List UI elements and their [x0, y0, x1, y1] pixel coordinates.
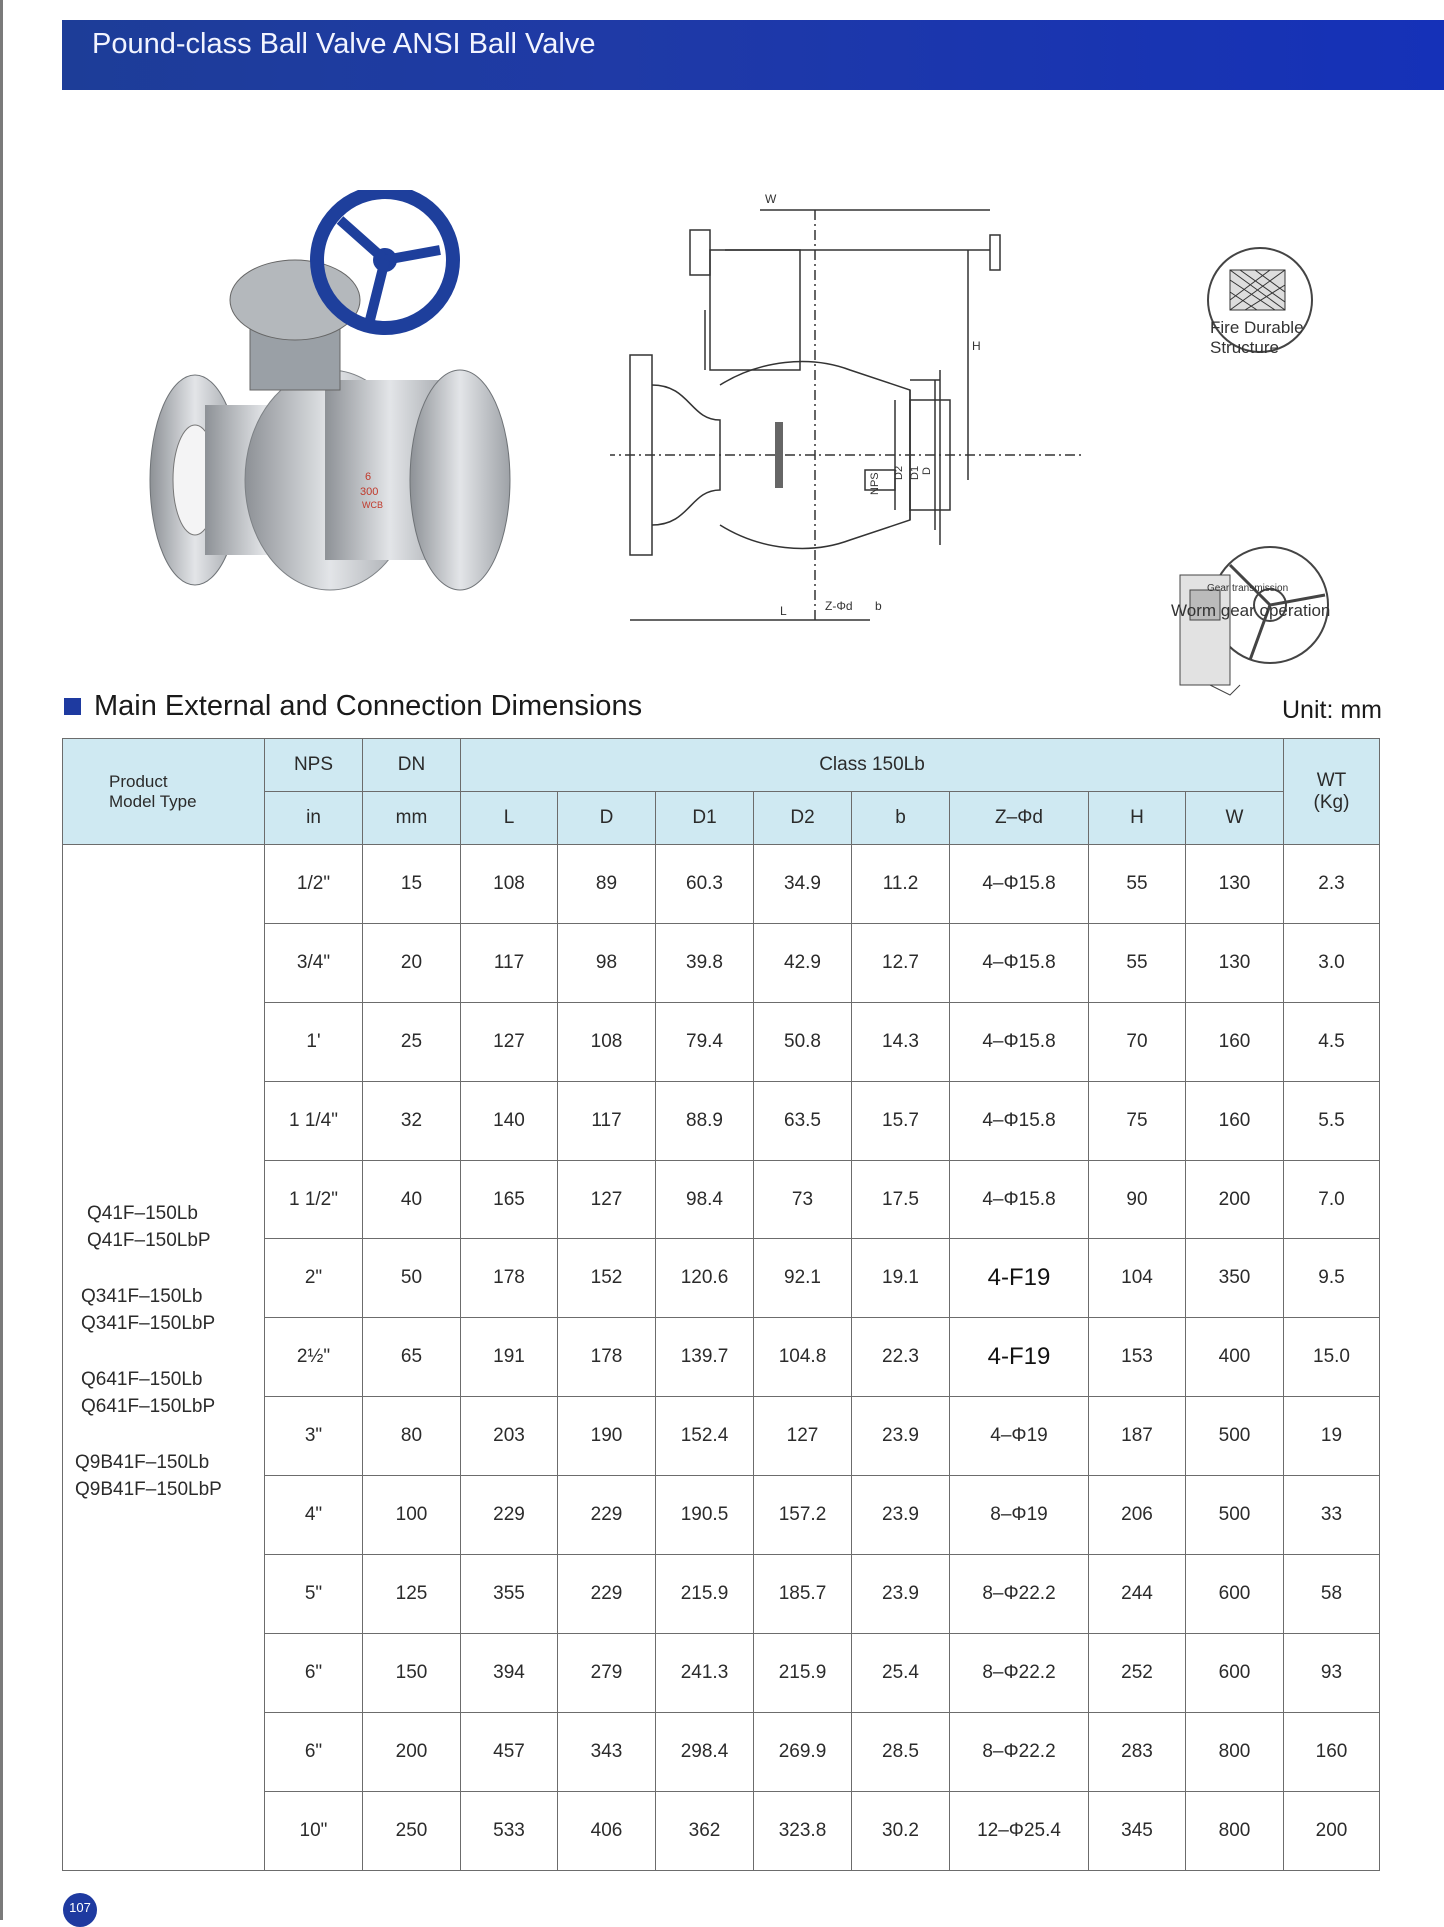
- cell-d2: 63.5: [754, 1081, 852, 1160]
- cell-d: 279: [558, 1633, 656, 1712]
- cell-b: 12.7: [852, 923, 950, 1002]
- dimensions-table: [62, 738, 1380, 1871]
- cell-l: 191: [461, 1318, 558, 1397]
- drawing-label-d1: D1: [909, 465, 921, 480]
- cell-d1: 98.4: [656, 1160, 754, 1239]
- cell-nps: 1 1/4": [265, 1081, 363, 1160]
- cell-b: 25.4: [852, 1633, 950, 1712]
- fire-durable-detail: [1185, 195, 1335, 415]
- table-body: [63, 845, 1380, 1871]
- cell-l: 203: [461, 1397, 558, 1476]
- cell-z-phid: 4–Φ15.8: [950, 845, 1089, 924]
- cell-dn: 250: [363, 1791, 461, 1870]
- cell-dn: 25: [363, 1002, 461, 1081]
- cell-dn: 50: [363, 1239, 461, 1318]
- cell-b: 22.3: [852, 1318, 950, 1397]
- cell-b: 23.9: [852, 1555, 950, 1634]
- cell-dn: 20: [363, 923, 461, 1002]
- cell-l: 457: [461, 1712, 558, 1791]
- photo-mark-1: 6: [365, 471, 372, 483]
- cell-l: 229: [461, 1476, 558, 1555]
- cell-h: 55: [1089, 923, 1186, 1002]
- page-title: Pound-class Ball Valve ANSI Ball Valve: [92, 28, 596, 60]
- cell-h: 187: [1089, 1397, 1186, 1476]
- cell-wt: 58: [1284, 1555, 1380, 1634]
- cell-d: 117: [558, 1081, 656, 1160]
- cell-nps: 1 1/2": [265, 1160, 363, 1239]
- cell-d: 229: [558, 1555, 656, 1634]
- header-col-b: b: [852, 792, 950, 845]
- model-group: [75, 1200, 222, 1254]
- header-col-z: Z–Φd: [950, 792, 1089, 845]
- cell-nps: 10": [265, 1791, 363, 1870]
- page-number-badge: 107: [63, 1893, 97, 1927]
- header-product-model: Product Model Type: [63, 739, 265, 845]
- header-dn-unit: mm: [363, 792, 461, 845]
- model-type: Q341F–150LbP: [81, 1313, 216, 1334]
- header-col-d1: D1: [656, 792, 754, 845]
- cell-wt: 7.0: [1284, 1160, 1380, 1239]
- cell-d: 98: [558, 923, 656, 1002]
- valve-photo: [140, 190, 540, 640]
- cell-l: 178: [461, 1239, 558, 1318]
- cell-wt: 200: [1284, 1791, 1380, 1870]
- cell-d2: 34.9: [754, 845, 852, 924]
- header-col-w: W: [1186, 792, 1284, 845]
- model-type: Q341F–150Lb: [81, 1286, 203, 1307]
- cell-l: 355: [461, 1555, 558, 1634]
- cell-w: 800: [1186, 1791, 1284, 1870]
- cell-wt: 33: [1284, 1476, 1380, 1555]
- cell-z-phid: 8–Φ22.2: [950, 1555, 1089, 1634]
- header-col-l: L: [461, 792, 558, 845]
- cell-l: 533: [461, 1791, 558, 1870]
- cell-d: 89: [558, 845, 656, 924]
- cell-w: 600: [1186, 1555, 1284, 1634]
- cell-wt: 2.3: [1284, 845, 1380, 924]
- cell-z-phid: 4–Φ15.8: [950, 923, 1089, 1002]
- cell-d2: 73: [754, 1160, 852, 1239]
- cell-d1: 120.6: [656, 1239, 754, 1318]
- cell-d: 178: [558, 1318, 656, 1397]
- cell-nps: 5": [265, 1555, 363, 1634]
- cell-b: 30.2: [852, 1791, 950, 1870]
- cell-d2: 50.8: [754, 1002, 852, 1081]
- cell-z-phid: 4–Φ19: [950, 1397, 1089, 1476]
- cell-d1: 88.9: [656, 1081, 754, 1160]
- cell-b: 11.2: [852, 845, 950, 924]
- cell-w: 130: [1186, 923, 1284, 1002]
- cell-w: 160: [1186, 1002, 1284, 1081]
- cell-nps: 6": [265, 1712, 363, 1791]
- gear-transmission-caption: Gear transmission: [1207, 583, 1289, 594]
- drawing-label-h: H: [972, 339, 981, 353]
- cell-b: 28.5: [852, 1712, 950, 1791]
- cell-d: 343: [558, 1712, 656, 1791]
- cell-h: 153: [1089, 1318, 1186, 1397]
- cell-z-phid: 8–Φ22.2: [950, 1633, 1089, 1712]
- cell-h: 345: [1089, 1791, 1186, 1870]
- cell-d: 108: [558, 1002, 656, 1081]
- section-header: [62, 690, 1382, 730]
- cell-h: 252: [1089, 1633, 1186, 1712]
- section-title: Main External and Connection Dimensions: [94, 690, 643, 722]
- cell-d2: 42.9: [754, 923, 852, 1002]
- cell-l: 394: [461, 1633, 558, 1712]
- cell-dn: 65: [363, 1318, 461, 1397]
- photo-mark-2: 300: [360, 486, 379, 498]
- header-dn: DN: [363, 739, 461, 792]
- cell-z-phid: 8–Φ22.2: [950, 1712, 1089, 1791]
- cell-nps: 2½": [265, 1318, 363, 1397]
- model-type: Q9B41F–150Lb: [75, 1452, 210, 1473]
- header-nps-unit: in: [265, 792, 363, 845]
- cell-z-phid: 4–Φ15.8: [950, 1160, 1089, 1239]
- unit-label: Unit: mm: [1282, 696, 1382, 724]
- drawing-label-d2: D2: [893, 465, 905, 480]
- model-type: Q41F–150LbP: [87, 1230, 211, 1251]
- cell-b: 23.9: [852, 1476, 950, 1555]
- technical-drawing: [610, 170, 1090, 650]
- cell-l: 165: [461, 1160, 558, 1239]
- cell-d1: 39.8: [656, 923, 754, 1002]
- model-type: Q641F–150LbP: [81, 1396, 216, 1417]
- cell-nps: 1': [265, 1002, 363, 1081]
- cell-l: 127: [461, 1002, 558, 1081]
- drawing-label-d: D: [921, 467, 933, 475]
- cell-d2: 157.2: [754, 1476, 852, 1555]
- cell-w: 500: [1186, 1397, 1284, 1476]
- cell-nps: 1/2": [265, 845, 363, 924]
- cell-nps: 2": [265, 1239, 363, 1318]
- header-wt: WT (Kg): [1284, 739, 1380, 845]
- cell-d: 229: [558, 1476, 656, 1555]
- cell-nps: 6": [265, 1633, 363, 1712]
- cell-dn: 150: [363, 1633, 461, 1712]
- drawing-label-w: W: [765, 192, 777, 206]
- cell-h: 70: [1089, 1002, 1186, 1081]
- drawing-label-b: b: [875, 599, 882, 613]
- cell-nps: 4": [265, 1476, 363, 1555]
- model-group: [75, 1283, 222, 1337]
- cell-d1: 215.9: [656, 1555, 754, 1634]
- cell-wt: 160: [1284, 1712, 1380, 1791]
- cell-w: 600: [1186, 1633, 1284, 1712]
- model-type: Q641F–150Lb: [81, 1369, 203, 1390]
- cell-wt: 19: [1284, 1397, 1380, 1476]
- cell-z-phid: 12–Φ25.4: [950, 1791, 1089, 1870]
- figure-area: [0, 110, 1444, 650]
- cell-d2: 185.7: [754, 1555, 852, 1634]
- cell-wt: 15.0: [1284, 1318, 1380, 1397]
- header-nps: NPS: [265, 739, 363, 792]
- cell-d1: 362: [656, 1791, 754, 1870]
- cell-z-phid: 4-F19: [950, 1239, 1089, 1318]
- cell-w: 200: [1186, 1160, 1284, 1239]
- cell-w: 500: [1186, 1476, 1284, 1555]
- cell-b: 17.5: [852, 1160, 950, 1239]
- cell-dn: 80: [363, 1397, 461, 1476]
- header-class: Class 150Lb: [461, 739, 1284, 792]
- cell-wt: 5.5: [1284, 1081, 1380, 1160]
- cell-d1: 190.5: [656, 1476, 754, 1555]
- cell-d: 152: [558, 1239, 656, 1318]
- cell-dn: 200: [363, 1712, 461, 1791]
- cell-dn: 15: [363, 845, 461, 924]
- model-group: [75, 1366, 222, 1420]
- fire-durable-caption: Fire Durable Structure: [1210, 318, 1304, 357]
- cell-d2: 92.1: [754, 1239, 852, 1318]
- cell-d2: 323.8: [754, 1791, 852, 1870]
- cell-wt: 9.5: [1284, 1239, 1380, 1318]
- cell-d1: 139.7: [656, 1318, 754, 1397]
- model-type: Q9B41F–150LbP: [75, 1479, 222, 1500]
- cell-d: 190: [558, 1397, 656, 1476]
- model-type: Q41F–150Lb: [87, 1203, 198, 1224]
- model-group: [75, 1449, 222, 1503]
- cell-h: 55: [1089, 845, 1186, 924]
- cell-l: 140: [461, 1081, 558, 1160]
- cell-w: 160: [1186, 1081, 1284, 1160]
- cell-d: 127: [558, 1160, 656, 1239]
- cell-h: 90: [1089, 1160, 1186, 1239]
- drawing-label-z: Z-Φd: [825, 599, 853, 613]
- cell-d2: 215.9: [754, 1633, 852, 1712]
- cell-w: 350: [1186, 1239, 1284, 1318]
- cell-d1: 241.3: [656, 1633, 754, 1712]
- cell-h: 206: [1089, 1476, 1186, 1555]
- cell-w: 400: [1186, 1318, 1284, 1397]
- cell-d1: 60.3: [656, 845, 754, 924]
- cell-dn: 100: [363, 1476, 461, 1555]
- cell-b: 14.3: [852, 1002, 950, 1081]
- cell-b: 15.7: [852, 1081, 950, 1160]
- cell-dn: 32: [363, 1081, 461, 1160]
- cell-d1: 152.4: [656, 1397, 754, 1476]
- cell-b: 19.1: [852, 1239, 950, 1318]
- worm-gear-caption: Worm gear operation: [1171, 601, 1331, 620]
- product-models-cell: [63, 845, 265, 1871]
- cell-d2: 127: [754, 1397, 852, 1476]
- header-col-d2: D2: [754, 792, 852, 845]
- cell-w: 130: [1186, 845, 1284, 924]
- cell-z-phid: 4–Φ15.8: [950, 1081, 1089, 1160]
- cell-d2: 104.8: [754, 1318, 852, 1397]
- cell-wt: 4.5: [1284, 1002, 1380, 1081]
- cell-h: 75: [1089, 1081, 1186, 1160]
- photo-mark-3: WCB: [362, 500, 383, 510]
- cell-nps: 3/4": [265, 923, 363, 1002]
- drawing-label-l: L: [780, 604, 787, 618]
- cell-l: 117: [461, 923, 558, 1002]
- cell-dn: 40: [363, 1160, 461, 1239]
- cell-w: 800: [1186, 1712, 1284, 1791]
- cell-h: 244: [1089, 1555, 1186, 1634]
- cell-wt: 3.0: [1284, 923, 1380, 1002]
- cell-h: 104: [1089, 1239, 1186, 1318]
- cell-z-phid: 4-F19: [950, 1318, 1089, 1397]
- cell-dn: 125: [363, 1555, 461, 1634]
- header-col-d: D: [558, 792, 656, 845]
- cell-d2: 269.9: [754, 1712, 852, 1791]
- bullet-square-icon: [64, 698, 81, 715]
- cell-l: 108: [461, 845, 558, 924]
- drawing-label-nps: NPS: [869, 472, 881, 495]
- cell-d1: 79.4: [656, 1002, 754, 1081]
- cell-nps: 3": [265, 1397, 363, 1476]
- cell-wt: 93: [1284, 1633, 1380, 1712]
- cell-b: 23.9: [852, 1397, 950, 1476]
- cell-h: 283: [1089, 1712, 1186, 1791]
- cell-z-phid: 4–Φ15.8: [950, 1002, 1089, 1081]
- cell-z-phid: 8–Φ19: [950, 1476, 1089, 1555]
- title-banner: [62, 20, 1444, 90]
- cell-d: 406: [558, 1791, 656, 1870]
- cell-d1: 298.4: [656, 1712, 754, 1791]
- table-row: [63, 845, 1380, 924]
- header-col-h: H: [1089, 792, 1186, 845]
